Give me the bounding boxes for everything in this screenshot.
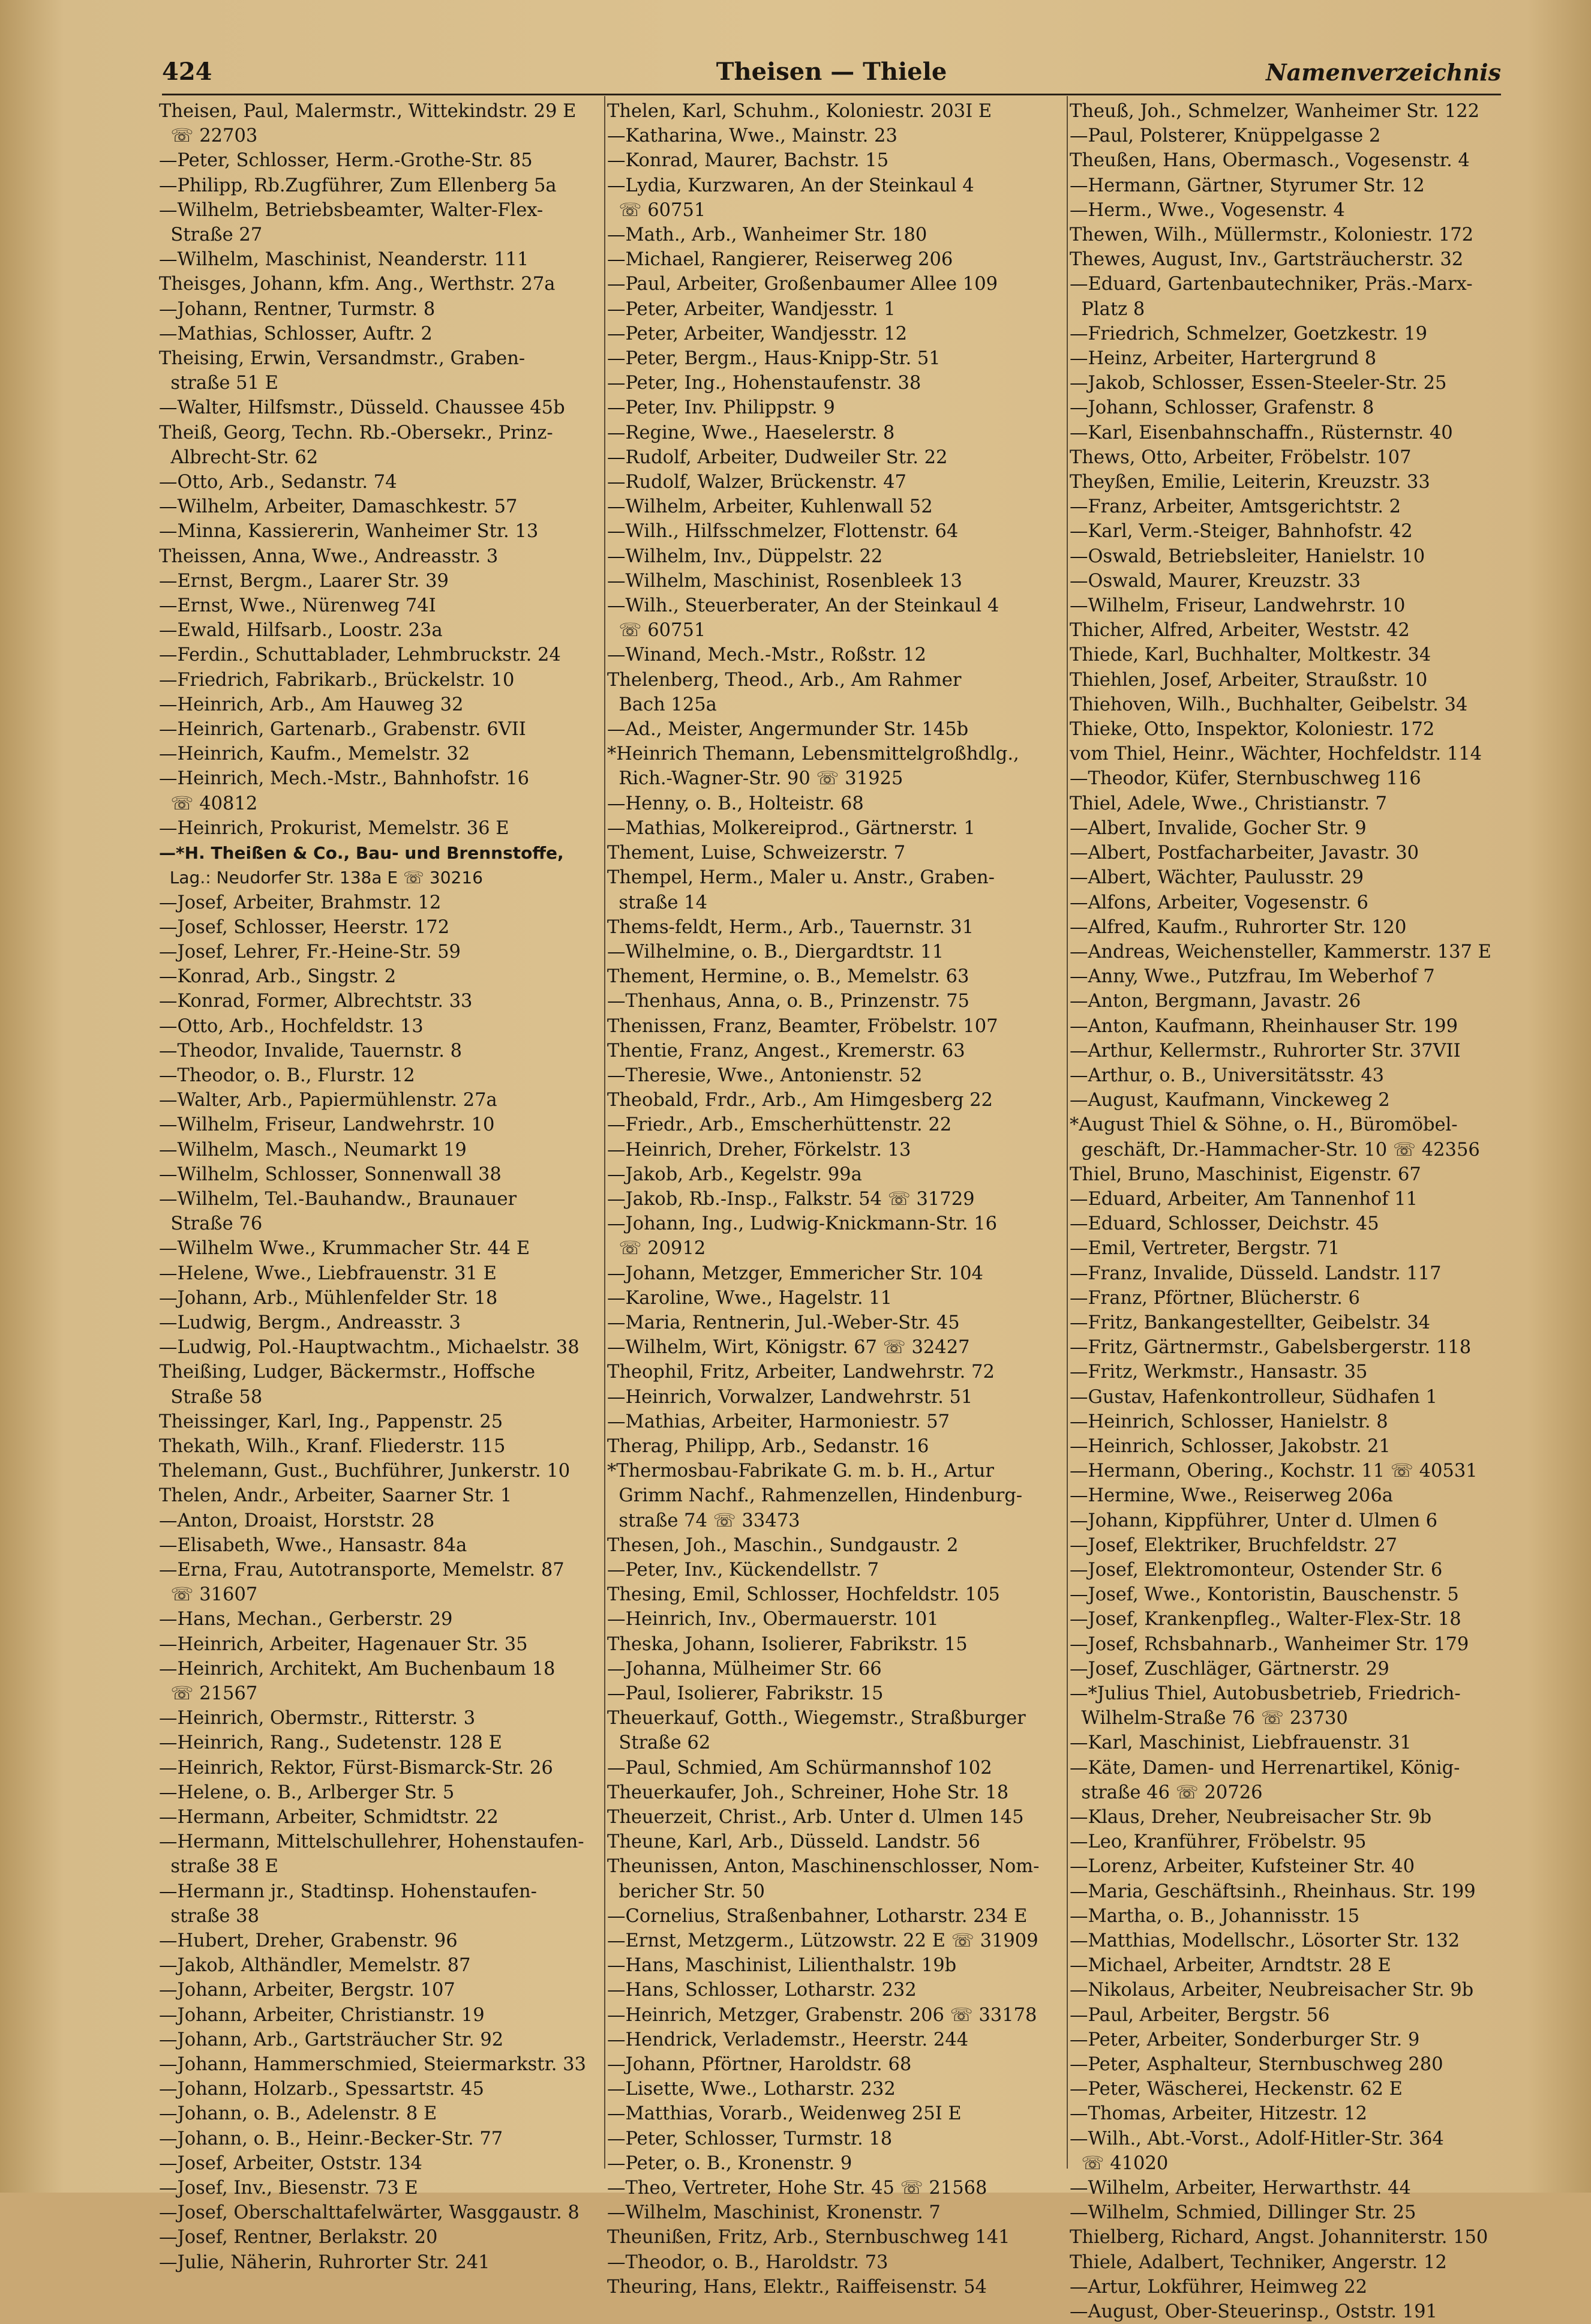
directory-entry: —Wilhelm, Betriebsbeamter, Walter-Flex- <box>159 199 544 221</box>
directory-entry: —Johann, o. B., Heinr.-Becker-Str. 77 <box>159 2128 503 2149</box>
directory-entry: —Wilhelm, Maschinist, Neanderstr. 111 <box>159 249 529 271</box>
directory-entry: —Heinrich, Arbeiter, Hagenauer Str. 35 <box>159 1633 528 1655</box>
directory-entry: —Theodor, Küfer, Sternbuschweg 116 <box>1070 768 1421 790</box>
directory-entry: —Rudolf, Arbeiter, Dudweiler Str. 22 <box>607 446 948 468</box>
directory-entry: —Ernst, Metzgerm., Lützowstr. 22 E ☏ 31909 <box>607 1930 1038 1952</box>
directory-entry: Theiß, Georg, Techn. Rb.-Obersekr., Prinz- <box>159 422 553 443</box>
directory-entry: Theissinger, Karl, Ing., Pappenstr. 25 <box>159 1411 503 1432</box>
directory-entry: —Josef, Krankenpfleg., Walter-Flex-Str. 18 <box>1070 1609 1461 1630</box>
directory-entry: —Ferdin., Schuttablader, Lehmbruckstr. 24 <box>159 644 561 666</box>
directory-entry: Theußen, Hans, Obermasch., Vogesenstr. 4 <box>1070 150 1470 172</box>
directory-entry: —August, Ober-Steuerinsp., Oststr. 191 <box>1070 2301 1437 2323</box>
directory-entry: Theuß, Joh., Schmelzer, Wanheimer Str. 122 <box>1070 101 1480 122</box>
directory-entry: Theune, Karl, Arb., Düsseld. Landstr. 56 <box>607 1831 980 1853</box>
directory-entry: —Wilhelmine, o. B., Diergardtstr. 11 <box>607 941 944 962</box>
directory-entry: *August Thiel & Söhne, o. H., Büromöbel- <box>1070 1114 1458 1136</box>
directory-entry: ☏ 41020 <box>1070 2152 1169 2174</box>
directory-entry: —Michael, Rangierer, Reiserweg 206 <box>607 249 953 271</box>
directory-entry: —Wilhelm, Arbeiter, Kuhlenwall 52 <box>607 496 933 518</box>
directory-entry: Thiel, Adele, Wwe., Christianstr. 7 <box>1070 793 1388 814</box>
directory-entry: —Lorenz, Arbeiter, Kufsteiner Str. 40 <box>1070 1856 1415 1878</box>
directory-entry: —Thomas, Arbeiter, Hitzestr. 12 <box>1070 2103 1367 2125</box>
directory-column-3 <box>1070 99 1508 2324</box>
directory-entry: —Josef, Rchsbahnarb., Wanheimer Str. 179 <box>1070 1633 1469 1655</box>
directory-entry: Theska, Johann, Isolierer, Fabrikstr. 15 <box>607 1633 968 1655</box>
directory-entry: —Konrad, Maurer, Bachstr. 15 <box>607 150 889 172</box>
directory-entry: —Regine, Wwe., Haeselerstr. 8 <box>607 422 895 443</box>
directory-entry: —Josef, Elektriker, Bruchfeldstr. 27 <box>1070 1534 1397 1556</box>
directory-entry: —Theodor, Invalide, Tauernstr. 8 <box>159 1040 462 1061</box>
directory-entry: —Walter, Hilfsmstr., Düsseld. Chaussee 45b <box>159 397 565 419</box>
directory-entry: —Johanna, Mülheimer Str. 66 <box>607 1658 882 1680</box>
directory-entry: —Leo, Kranführer, Fröbelstr. 95 <box>1070 1831 1367 1853</box>
directory-entry: —Theodor, o. B., Haroldstr. 73 <box>607 2251 888 2273</box>
directory-entry: —Albert, Wächter, Paulusstr. 29 <box>1070 867 1364 889</box>
directory-entry: Wilhelm-Straße 76 ☏ 23730 <box>1070 1708 1348 1729</box>
directory-entry: —Arthur, Kellermstr., Ruhrorter Str. 37VII <box>1070 1040 1461 1061</box>
directory-entry: —Wilhelm, Friseur, Landwehrstr. 10 <box>159 1114 495 1136</box>
directory-entry: straße 38 E <box>159 1856 278 1878</box>
directory-entry: —Arthur, o. B., Universitätsstr. 43 <box>1070 1064 1385 1086</box>
directory-entry: —Friedr., Arb., Emscherhüttenstr. 22 <box>607 1114 952 1136</box>
directory-entry: —*H. Theißen & Co., Bau- und Brennstoffe, <box>159 843 564 863</box>
directory-entry: —Josef, Zuschläger, Gärtnerstr. 29 <box>1070 1658 1389 1680</box>
directory-entry: —Heinrich, Rang., Sudetenstr. 128 E <box>159 1732 502 1754</box>
directory-entry: —Johann, o. B., Adelenstr. 8 E <box>159 2103 437 2125</box>
directory-column-2 <box>607 99 1066 2299</box>
directory-entry: —Ad., Meister, Angermunder Str. 145b <box>607 719 969 740</box>
directory-entry: Thieke, Otto, Inspektor, Koloniestr. 172 <box>1070 719 1435 740</box>
directory-entry: —Peter, Arbeiter, Wandjesstr. 1 <box>607 298 896 320</box>
directory-entry: Theunissen, Anton, Maschinenschlosser, Nom- <box>607 1856 1040 1878</box>
directory-entry: —Eduard, Arbeiter, Am Tannenhof 11 <box>1070 1188 1418 1210</box>
directory-entry: —Eduard, Gartenbautechniker, Präs.-Marx- <box>1070 274 1473 295</box>
directory-entry: Therag, Philipp, Arb., Sedanstr. 16 <box>607 1435 929 1457</box>
directory-entry: ☏ 60751 <box>607 199 706 221</box>
directory-entry: —Alfred, Kaufm., Ruhrorter Str. 120 <box>1070 916 1407 938</box>
directory-entry: —Peter, Wäscherei, Heckenstr. 62 E <box>1070 2079 1403 2100</box>
directory-entry: Grimm Nachf., Rahmenzellen, Hindenburg- <box>607 1485 1023 1507</box>
directory-entry: —Jakob, Althändler, Memelstr. 87 <box>159 1955 471 1977</box>
directory-entry: —Johann, Arb., Gartsträucher Str. 92 <box>159 2029 504 2050</box>
directory-entry: —Josef, Elektromonteur, Ostender Str. 6 <box>1070 1559 1443 1581</box>
directory-entry: Straße 58 <box>159 1386 263 1408</box>
directory-entry: —Matthias, Vorarb., Weidenweg 25I E <box>607 2103 962 2125</box>
directory-entry: —Johann, Holzarb., Spessartstr. 45 <box>159 2079 484 2100</box>
directory-entry: straße 14 <box>607 892 707 913</box>
directory-entry: straße 74 ☏ 33473 <box>607 1510 800 1531</box>
directory-entry: Thiehoven, Wilh., Buchhalter, Geibelstr. 34 <box>1070 694 1468 715</box>
directory-entry: —Minna, Kassiererin, Wanheimer Str. 13 <box>159 521 539 542</box>
directory-entry: Thelemann, Gust., Buchführer, Junkerstr. 10 <box>159 1461 571 1482</box>
directory-entry: —Hermine, Wwe., Reiserweg 206a <box>1070 1485 1393 1507</box>
directory-entry: Theunißen, Fritz, Arb., Sternbuschweg 141 <box>607 2227 1010 2248</box>
directory-entry: —*Julius Thiel, Autobusbetrieb, Friedrich- <box>1070 1683 1461 1704</box>
directory-entry: Theißing, Ludger, Bäckermstr., Hoffsche <box>159 1362 536 1383</box>
directory-entry: —Heinrich, Metzger, Grabenstr. 206 ☏ 33178 <box>607 2004 1037 2026</box>
directory-entry: —Jakob, Schlosser, Essen-Steeler-Str. 25 <box>1070 373 1447 394</box>
directory-entry: —Hubert, Dreher, Grabenstr. 96 <box>159 1930 458 1952</box>
directory-entry: —Peter, o. B., Kronenstr. 9 <box>607 2152 852 2174</box>
directory-entry: —Konrad, Former, Albrechtstr. 33 <box>159 991 473 1012</box>
directory-entry: —Emil, Vertreter, Bergstr. 71 <box>1070 1238 1340 1260</box>
directory-entry: ☏ 20912 <box>607 1238 706 1260</box>
directory-entry: —Mathias, Molkereiprod., Gärtnerstr. 1 <box>607 817 975 839</box>
directory-entry: Theuerkauf, Gotth., Wiegemstr., Straßburger <box>607 1708 1026 1729</box>
directory-entry: —Johann, Ing., Ludwig-Knickmann-Str. 16 <box>607 1213 998 1235</box>
directory-entry: —Wilh., Steuerberater, An der Steinkaul 4 <box>607 595 999 617</box>
directory-entry: —Peter, Schlosser, Herm.-Grothe-Str. 85 <box>159 150 533 172</box>
directory-entry: —Franz, Arbeiter, Amtsgerichtstr. 2 <box>1070 496 1401 518</box>
directory-entry: Thiel, Bruno, Maschinist, Eigenstr. 67 <box>1070 1164 1421 1185</box>
directory-entry: Thempel, Herm., Maler u. Anstr., Graben- <box>607 867 995 889</box>
directory-entry: straße 46 ☏ 20726 <box>1070 1782 1263 1803</box>
directory-entry: —Wilhelm, Wirt, Königstr. 67 ☏ 32427 <box>607 1337 970 1359</box>
directory-entry: —Helene, o. B., Arlberger Str. 5 <box>159 1782 455 1803</box>
directory-entry: —Heinz, Arbeiter, Hartergrund 8 <box>1070 348 1377 370</box>
directory-entry: —Fritz, Bankangestellter, Geibelstr. 34 <box>1070 1312 1431 1333</box>
directory-entry: —Wilhelm, Schmied, Dillinger Str. 25 <box>1070 2202 1416 2224</box>
directory-entry: —Artur, Lokführer, Heimweg 22 <box>1070 2276 1368 2298</box>
directory-entry: —Wilh., Hilfsschmelzer, Flottenstr. 64 <box>607 521 959 542</box>
directory-entry: —Friedrich, Fabrikarb., Brückelstr. 10 <box>159 669 515 691</box>
directory-entry: geschäft, Dr.-Hammacher-Str. 10 ☏ 42356 <box>1070 1139 1480 1160</box>
directory-entry: —August, Kaufmann, Vinckeweg 2 <box>1070 1090 1390 1111</box>
directory-entry: —Ewald, Hilfsarb., Loostr. 23a <box>159 620 443 641</box>
directory-entry: Thews, Otto, Arbeiter, Fröbelstr. 107 <box>1070 446 1412 468</box>
directory-entry: —Johann, Hammerschmied, Steiermarkstr. 33 <box>159 2054 586 2076</box>
directory-entry: —Hendrick, Verlademstr., Heerstr. 244 <box>607 2029 969 2050</box>
directory-entry: Thentie, Franz, Angest., Kremerstr. 63 <box>607 1040 965 1061</box>
directory-entry: —Karl, Maschinist, Liebfrauenstr. 31 <box>1070 1732 1412 1754</box>
directory-entry: Theuerzeit, Christ., Arb. Unter d. Ulmen 145 <box>607 1807 1024 1828</box>
directory-entry: —Peter, Bergm., Haus-Knipp-Str. 51 <box>607 348 941 370</box>
directory-entry: Straße 27 <box>159 224 263 246</box>
directory-entry: Theuerkaufer, Joh., Schreiner, Hohe Str. 18 <box>607 1782 1009 1803</box>
directory-entry: —Peter, Arbeiter, Wandjesstr. 12 <box>607 323 908 344</box>
directory-entry: —Lydia, Kurzwaren, An der Steinkaul 4 <box>607 175 974 196</box>
directory-entry: —Peter, Asphalteur, Sternbuschweg 280 <box>1070 2054 1443 2076</box>
directory-entry: Rich.-Wagner-Str. 90 ☏ 31925 <box>607 768 903 790</box>
directory-entry: Thiele, Adalbert, Techniker, Angerstr. 12 <box>1070 2251 1447 2273</box>
directory-entry: —Mathias, Arbeiter, Harmoniestr. 57 <box>607 1411 950 1432</box>
directory-entry: Thewen, Wilh., Müllermstr., Koloniestr. 172 <box>1070 224 1474 246</box>
directory-entry: —Wilhelm, Friseur, Landwehrstr. 10 <box>1070 595 1406 617</box>
directory-entry: Theophil, Fritz, Arbeiter, Landwehrstr. 72 <box>607 1362 995 1383</box>
directory-entry: —Wilhelm, Tel.-Bauhandw., Braunauer <box>159 1188 517 1210</box>
directory-entry: —Hermann, Arbeiter, Schmidtstr. 22 <box>159 1807 499 1828</box>
directory-entry: —Johann, Kippführer, Unter d. Ulmen 6 <box>1070 1510 1438 1531</box>
directory-entry: ☏ 21567 <box>159 1683 258 1704</box>
directory-entry: —Fritz, Gärtnermstr., Gabelsbergerstr. 118 <box>1070 1337 1472 1359</box>
directory-entry: —Katharina, Wwe., Mainstr. 23 <box>607 125 897 147</box>
column-divider <box>604 96 605 2169</box>
directory-entry: —Jakob, Arb., Kegelstr. 99a <box>607 1164 862 1185</box>
directory-entry: Thewes, August, Inv., Gartsträucherstr. 32 <box>1070 249 1464 271</box>
directory-entry: —Heinrich, Prokurist, Memelstr. 36 E <box>159 817 509 839</box>
page-title: Theisen — Thiele <box>716 58 947 86</box>
directory-entry: Albrecht-Str. 62 <box>159 446 319 468</box>
directory-entry: —Hermann jr., Stadtinsp. Hohenstaufen- <box>159 1881 537 1902</box>
directory-entry: —Julie, Näherin, Ruhrorter Str. 241 <box>159 2251 490 2273</box>
directory-entry: —Herm., Wwe., Vogesenstr. 4 <box>1070 199 1345 221</box>
directory-entry: —Anton, Droaist, Horststr. 28 <box>159 1510 435 1531</box>
directory-entry: —Johann, Rentner, Turmstr. 8 <box>159 298 436 320</box>
directory-entry: Thement, Luise, Schweizerstr. 7 <box>607 842 906 864</box>
directory-entry: Thenissen, Franz, Beamter, Fröbelstr. 107 <box>607 1015 998 1037</box>
directory-entry: Theissen, Anna, Wwe., Andreasstr. 3 <box>159 545 499 567</box>
directory-entry: —Josef, Wwe., Kontoristin, Bauschenstr. 5 <box>1070 1584 1459 1606</box>
directory-entry: —Wilh., Abt.-Vorst., Adolf-Hitler-Str. 364 <box>1070 2128 1444 2149</box>
directory-entry: —Josef, Lehrer, Fr.-Heine-Str. 59 <box>159 941 461 962</box>
directory-entry: —Hermann, Obering., Kochstr. 11 ☏ 40531 <box>1070 1461 1478 1482</box>
directory-entry: Thement, Hermine, o. B., Memelstr. 63 <box>607 966 969 988</box>
directory-entry: —Albert, Postfacharbeiter, Javastr. 30 <box>1070 842 1419 864</box>
directory-entry: —Paul, Isolierer, Fabrikstr. 15 <box>607 1683 884 1704</box>
directory-entry: —Erna, Frau, Autotransporte, Memelstr. 87 <box>159 1559 565 1581</box>
directory-entry: —Karl, Eisenbahnschaffn., Rüsternstr. 40 <box>1070 422 1453 443</box>
directory-entry: Theobald, Frdr., Arb., Am Himgesberg 22 <box>607 1090 993 1111</box>
directory-entry: —Johann, Pförtner, Haroldstr. 68 <box>607 2054 912 2076</box>
directory-entry: Thicher, Alfred, Arbeiter, Weststr. 42 <box>1070 620 1410 641</box>
directory-entry: —Henny, o. B., Holteistr. 68 <box>607 793 864 814</box>
directory-entry: —Josef, Inv., Biesenstr. 73 E <box>159 2178 418 2199</box>
directory-entry: Platz 8 <box>1070 298 1145 320</box>
directory-entry: —Friedrich, Schmelzer, Goetzkestr. 19 <box>1070 323 1428 344</box>
directory-entry: —Ludwig, Pol.-Hauptwachtm., Michaelstr. 38 <box>159 1337 580 1359</box>
directory-entry: —Wilhelm, Arbeiter, Herwarthstr. 44 <box>1070 2178 1411 2199</box>
directory-entry: —Franz, Pförtner, Blücherstr. 6 <box>1070 1287 1360 1309</box>
directory-entry: —Heinrich, Gartenarb., Grabenstr. 6VII <box>159 719 526 740</box>
directory-entry: —Anny, Wwe., Putzfrau, Im Weberhof 7 <box>1070 966 1435 988</box>
directory-entry: —Otto, Arb., Sedanstr. 74 <box>159 472 397 493</box>
directory-entry: —Josef, Arbeiter, Oststr. 134 <box>159 2152 422 2174</box>
directory-entry: —Johann, Arb., Mühlenfelder Str. 18 <box>159 1287 498 1309</box>
directory-entry: —Nikolaus, Arbeiter, Neubreisacher Str. 9b <box>1070 1980 1474 2001</box>
directory-entry: —Wilhelm Wwe., Krummacher Str. 44 E <box>159 1238 530 1260</box>
directory-entry: —Gustav, Hafenkontrolleur, Südhafen 1 <box>1070 1386 1437 1408</box>
directory-entry: —Alfons, Arbeiter, Vogesenstr. 6 <box>1070 892 1368 913</box>
directory-entry: —Josef, Rentner, Berlakstr. 20 <box>159 2227 438 2248</box>
directory-entry: —Walter, Arb., Papiermühlenstr. 27a <box>159 1090 497 1111</box>
directory-entry: —Hermann, Mittelschullehrer, Hohenstaufen- <box>159 1831 584 1853</box>
directory-entry: —Theodor, o. B., Flurstr. 12 <box>159 1064 415 1086</box>
directory-entry: —Oswald, Maurer, Kreuzstr. 33 <box>1070 570 1361 592</box>
directory-entry: —Albert, Invalide, Gocher Str. 9 <box>1070 817 1367 839</box>
directory-entry: Thesen, Joh., Maschin., Sundgaustr. 2 <box>607 1534 959 1556</box>
directory-entry: —Math., Arb., Wanheimer Str. 180 <box>607 224 927 246</box>
column-divider <box>1067 96 1068 2169</box>
directory-entry: —Karl, Verm.-Steiger, Bahnhofstr. 42 <box>1070 521 1413 542</box>
directory-entry: —Heinrich, Schlosser, Jakobstr. 21 <box>1070 1435 1391 1457</box>
directory-entry: Theising, Erwin, Versandmstr., Graben- <box>159 348 526 370</box>
directory-entry: —Heinrich, Arb., Am Hauweg 32 <box>159 694 464 715</box>
directory-entry: —Matthias, Modellschr., Lösorter Str. 132 <box>1070 1930 1460 1952</box>
directory-entry: —Ernst, Bergm., Laarer Str. 39 <box>159 570 449 592</box>
directory-entry: —Helene, Wwe., Liebfrauenstr. 31 E <box>159 1263 497 1284</box>
directory-entry: straße 38 <box>159 1905 259 1927</box>
directory-entry: —Andreas, Weichensteller, Kammerstr. 137 E <box>1070 941 1491 962</box>
directory-entry: —Jakob, Rb.-Insp., Falkstr. 54 ☏ 31729 <box>607 1188 975 1210</box>
directory-entry: —Michael, Arbeiter, Arndtstr. 28 E <box>1070 1955 1391 1977</box>
directory-entry: Bach 125a <box>607 694 717 715</box>
directory-entry: —Oswald, Betriebsleiter, Hanielstr. 10 <box>1070 545 1425 567</box>
directory-entry: —Heinrich, Inv., Obermauerstr. 101 <box>607 1609 939 1630</box>
directory-column-1 <box>159 99 603 2275</box>
directory-entry: Thelenberg, Theod., Arb., Am Rahmer <box>607 669 962 691</box>
directory-entry: —Anton, Kaufmann, Rheinhauser Str. 199 <box>1070 1015 1458 1037</box>
directory-entry: Lag.: Neudorfer Str. 138a E ☏ 30216 <box>159 868 483 888</box>
directory-entry: —Eduard, Schlosser, Deichstr. 45 <box>1070 1213 1379 1235</box>
directory-entry: —Paul, Polsterer, Knüppelgasse 2 <box>1070 125 1381 147</box>
directory-entry: —Paul, Arbeiter, Bergstr. 56 <box>1070 2004 1330 2026</box>
directory-entry: Thiehlen, Josef, Arbeiter, Straußstr. 10 <box>1070 669 1428 691</box>
directory-entry: —Lisette, Wwe., Lotharstr. 232 <box>607 2079 896 2100</box>
directory-entry: —Ernst, Wwe., Nürenweg 74I <box>159 595 436 617</box>
directory-entry: Thiede, Karl, Buchhalter, Moltkestr. 34 <box>1070 644 1431 666</box>
directory-entry: —Johann, Arbeiter, Christianstr. 19 <box>159 2004 485 2026</box>
directory-entry: Theisges, Johann, kfm. Ang., Werthstr. 27a <box>159 274 556 295</box>
directory-entry: —Klaus, Dreher, Neubreisacher Str. 9b <box>1070 1807 1432 1828</box>
directory-entry: —Otto, Arb., Hochfeldstr. 13 <box>159 1015 424 1037</box>
directory-entry: Thelen, Andr., Arbeiter, Saarner Str. 1 <box>159 1485 512 1507</box>
directory-entry: —Theresie, Wwe., Antonienstr. 52 <box>607 1064 923 1086</box>
directory-entry: —Josef, Oberschalttafelwärter, Wasggaustr. 8 <box>159 2202 580 2224</box>
directory-entry: —Josef, Schlosser, Heerstr. 172 <box>159 916 450 938</box>
directory-entry: Thekath, Wilh., Kranf. Fliederstr. 115 <box>159 1435 506 1457</box>
directory-entry: —Thenhaus, Anna, o. B., Prinzenstr. 75 <box>607 991 969 1012</box>
directory-entry: Theyßen, Emilie, Leiterin, Kreuzstr. 33 <box>1070 472 1430 493</box>
directory-entry: —Winand, Mech.-Mstr., Roßstr. 12 <box>607 644 926 666</box>
directory-entry: —Käte, Damen- und Herrenartikel, König- <box>1070 1757 1460 1779</box>
directory-entry: —Hans, Maschinist, Lilienthalstr. 19b <box>607 1955 957 1977</box>
directory-entry: Thems-feldt, Herm., Arb., Tauernstr. 31 <box>607 916 974 938</box>
directory-entry: —Hans, Mechan., Gerberstr. 29 <box>159 1609 453 1630</box>
directory-entry: Theisen, Paul, Malermstr., Wittekindstr. 29 E <box>159 101 577 122</box>
directory-entry: —Peter, Inv. Philippstr. 9 <box>607 397 835 419</box>
directory-entry: —Wilhelm, Maschinist, Kronenstr. 7 <box>607 2202 941 2224</box>
directory-entry: —Franz, Invalide, Düsseld. Landstr. 117 <box>1070 1263 1442 1284</box>
directory-entry: Straße 62 <box>607 1732 711 1754</box>
directory-entry: —Karoline, Wwe., Hagelstr. 11 <box>607 1287 893 1309</box>
directory-entry: —Rudolf, Walzer, Brückenstr. 47 <box>607 472 906 493</box>
page-header <box>162 58 1501 95</box>
directory-entry: —Wilhelm, Schlosser, Sonnenwall 38 <box>159 1164 502 1185</box>
directory-entry: —Peter, Ing., Hohenstaufenstr. 38 <box>607 373 921 394</box>
directory-entry: ☏ 60751 <box>607 620 706 641</box>
directory-entry: —Konrad, Arb., Singstr. 2 <box>159 966 397 988</box>
page-number: 424 <box>162 58 212 86</box>
section-title: Namenverzeichnis <box>1265 59 1501 86</box>
directory-entry: —Mathias, Schlosser, Auftr. 2 <box>159 323 433 344</box>
directory-entry: —Wilhelm, Maschinist, Rosenbleek 13 <box>607 570 962 592</box>
directory-entry: —Heinrich, Dreher, Förkelstr. 13 <box>607 1139 911 1160</box>
directory-entry: —Wilhelm, Masch., Neumarkt 19 <box>159 1139 467 1160</box>
directory-entry: —Peter, Schlosser, Turmstr. 18 <box>607 2128 893 2149</box>
directory-entry: —Paul, Arbeiter, Großenbaumer Allee 109 <box>607 274 998 295</box>
directory-entry: —Anton, Bergmann, Javastr. 26 <box>1070 991 1361 1012</box>
directory-entry: —Heinrich, Schlosser, Hanielstr. 8 <box>1070 1411 1388 1432</box>
directory-entry: —Wilhelm, Inv., Düppelstr. 22 <box>607 545 883 567</box>
directory-entry: —Peter, Arbeiter, Sonderburger Str. 9 <box>1070 2029 1420 2050</box>
directory-entry: —Hermann, Gärtner, Styrumer Str. 12 <box>1070 175 1425 196</box>
directory-entry: —Elisabeth, Wwe., Hansastr. 84a <box>159 1534 467 1556</box>
directory-entry: *Thermosbau-Fabrikate G. m. b. H., Artur <box>607 1461 994 1482</box>
directory-entry: bericher Str. 50 <box>607 1881 765 1902</box>
directory-entry: —Martha, o. B., Johannisstr. 15 <box>1070 1905 1360 1927</box>
directory-entry: ☏ 22703 <box>159 125 258 147</box>
directory-entry: —Heinrich, Vorwalzer, Landwehrstr. 51 <box>607 1386 973 1408</box>
directory-entry: *Heinrich Themann, Lebensmittelgroßhdlg., <box>607 743 1019 765</box>
directory-entry: —Ludwig, Bergm., Andreasstr. 3 <box>159 1312 461 1333</box>
directory-entry: —Maria, Geschäftsinh., Rheinhaus. Str. 199 <box>1070 1881 1476 1902</box>
directory-entry: Straße 76 <box>159 1213 263 1235</box>
directory-entry: —Johann, Metzger, Emmericher Str. 104 <box>607 1263 983 1284</box>
directory-entry: —Theo, Vertreter, Hohe Str. 45 ☏ 21568 <box>607 2178 987 2199</box>
directory-entry: Thielberg, Richard, Angst. Johanniterstr. 150 <box>1070 2227 1488 2248</box>
directory-entry: Thelen, Karl, Schuhm., Koloniestr. 203I E <box>607 101 992 122</box>
directory-entry: —Heinrich, Architekt, Am Buchenbaum 18 <box>159 1658 556 1680</box>
directory-entry: Theuring, Hans, Elektr., Raiffeisenstr. 54 <box>607 2276 987 2298</box>
directory-entry: —Peter, Inv., Kückendellstr. 7 <box>607 1559 879 1581</box>
directory-entry: —Heinrich, Mech.-Mstr., Bahnhofstr. 16 <box>159 768 529 790</box>
directory-entry: ☏ 40812 <box>159 793 258 814</box>
directory-entry: —Heinrich, Rektor, Fürst-Bismarck-Str. 26 <box>159 1757 553 1779</box>
directory-entry: —Josef, Arbeiter, Brahmstr. 12 <box>159 892 442 913</box>
directory-entry: vom Thiel, Heinr., Wächter, Hochfeldstr. 114 <box>1070 743 1482 765</box>
directory-entry: —Heinrich, Kaufm., Memelstr. 32 <box>159 743 470 765</box>
directory-entry: —Johann, Arbeiter, Bergstr. 107 <box>159 1980 455 2001</box>
directory-entry: straße 51 E <box>159 373 278 394</box>
directory-entry: —Paul, Schmied, Am Schürmannshof 102 <box>607 1757 992 1779</box>
directory-entry: —Hans, Schlosser, Lotharstr. 232 <box>607 1980 917 2001</box>
directory-entry: —Fritz, Werkmstr., Hansastr. 35 <box>1070 1362 1368 1383</box>
directory-entry: —Philipp, Rb.Zugführer, Zum Ellenberg 5a <box>159 175 557 196</box>
directory-entry: —Johann, Schlosser, Grafenstr. 8 <box>1070 397 1374 419</box>
directory-entry: Thesing, Emil, Schlosser, Hochfeldstr. 105 <box>607 1584 1000 1606</box>
directory-entry: ☏ 31607 <box>159 1584 258 1606</box>
directory-entry: —Cornelius, Straßenbahner, Lotharstr. 234 E <box>607 1905 1028 1927</box>
directory-entry: —Wilhelm, Arbeiter, Damaschkestr. 57 <box>159 496 518 518</box>
directory-entry: —Maria, Rentnerin, Jul.-Weber-Str. 45 <box>607 1312 960 1333</box>
directory-entry: —Heinrich, Obermstr., Ritterstr. 3 <box>159 1708 476 1729</box>
